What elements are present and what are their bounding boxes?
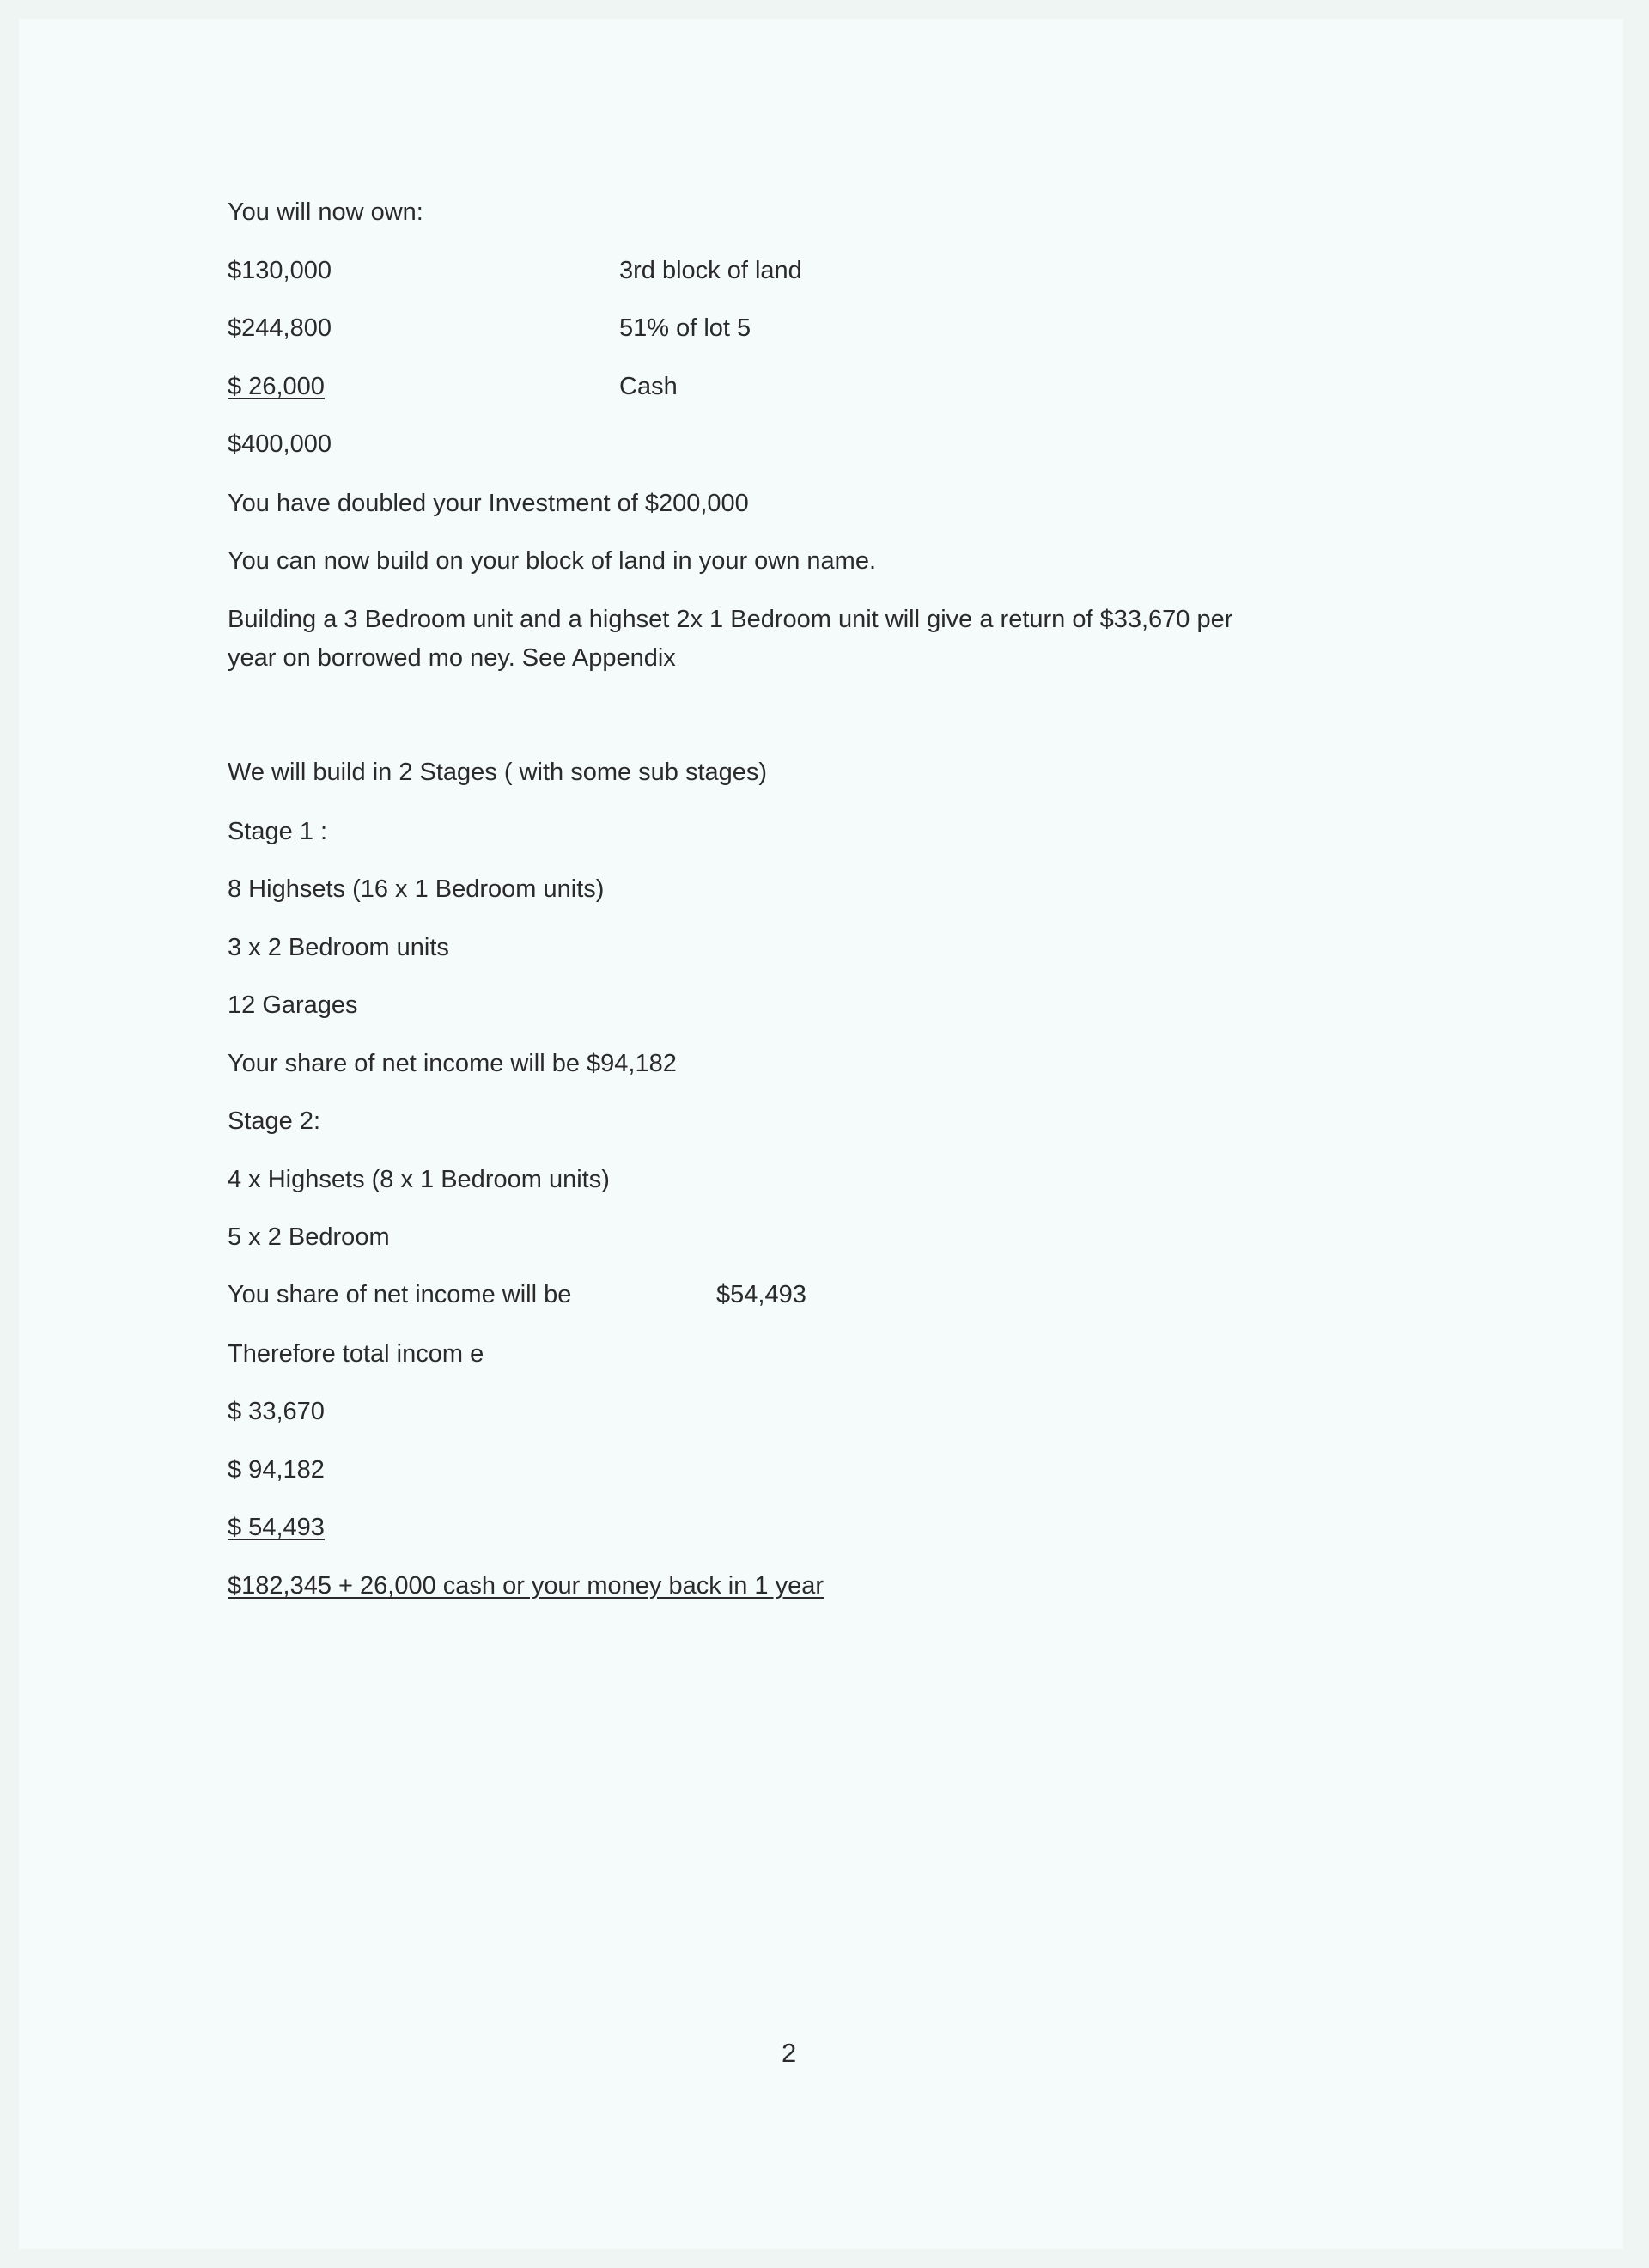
- stage2-income-label: You share of net income will be: [228, 1281, 572, 1308]
- stage2-title: Stage 2:: [228, 1107, 321, 1135]
- stage1-item: 8 Highsets (16 x 1 Bedroom units): [228, 875, 605, 903]
- build-own-text: You can now build on your block of land in your own name.: [228, 547, 877, 575]
- total-item: $ 94,182: [228, 1456, 325, 1484]
- stage1-title: Stage 1 :: [228, 818, 328, 845]
- total-label: Therefore total incom e: [228, 1340, 484, 1368]
- holdings-total: $400,000: [228, 430, 332, 458]
- holding-amount: $ 26,000: [228, 373, 325, 400]
- total-item: $ 33,670: [228, 1398, 325, 1425]
- holding-label: 51% of lot 5: [619, 314, 751, 342]
- stage1-item: 12 Garages: [228, 991, 358, 1019]
- stages-intro: We will build in 2 Stages ( with some sub stages): [228, 759, 768, 786]
- holding-amount: $244,800: [228, 314, 332, 342]
- holding-label: Cash: [619, 373, 678, 400]
- grand-total: $182,345 + 26,000 cash or your money back in 1 year: [228, 1572, 824, 1600]
- holding-amount: $130,000: [228, 257, 332, 284]
- total-item: $ 54,493: [228, 1514, 325, 1541]
- heading: You will now own:: [228, 198, 423, 226]
- doubled-text: You have doubled your Investment of $200,000: [228, 490, 749, 517]
- stage2-item: 4 x Highsets (8 x 1 Bedroom units): [228, 1166, 610, 1193]
- holding-label: 3rd block of land: [619, 257, 802, 284]
- stage1-item: 3 x 2 Bedroom units: [228, 934, 449, 961]
- stage1-income: Your share of net income will be $94,182: [228, 1050, 677, 1077]
- stage2-income-value: $54,493: [716, 1281, 806, 1308]
- building-text-line2: year on borrowed mo ney. See Appendix: [228, 644, 676, 672]
- stage2-item: 5 x 2 Bedroom: [228, 1223, 390, 1251]
- building-text-line1: Building a 3 Bedroom unit and a highset 2x 1 Bedroom unit will give a return of $33,670 per: [228, 606, 1233, 633]
- page-number: 2: [782, 2038, 797, 2068]
